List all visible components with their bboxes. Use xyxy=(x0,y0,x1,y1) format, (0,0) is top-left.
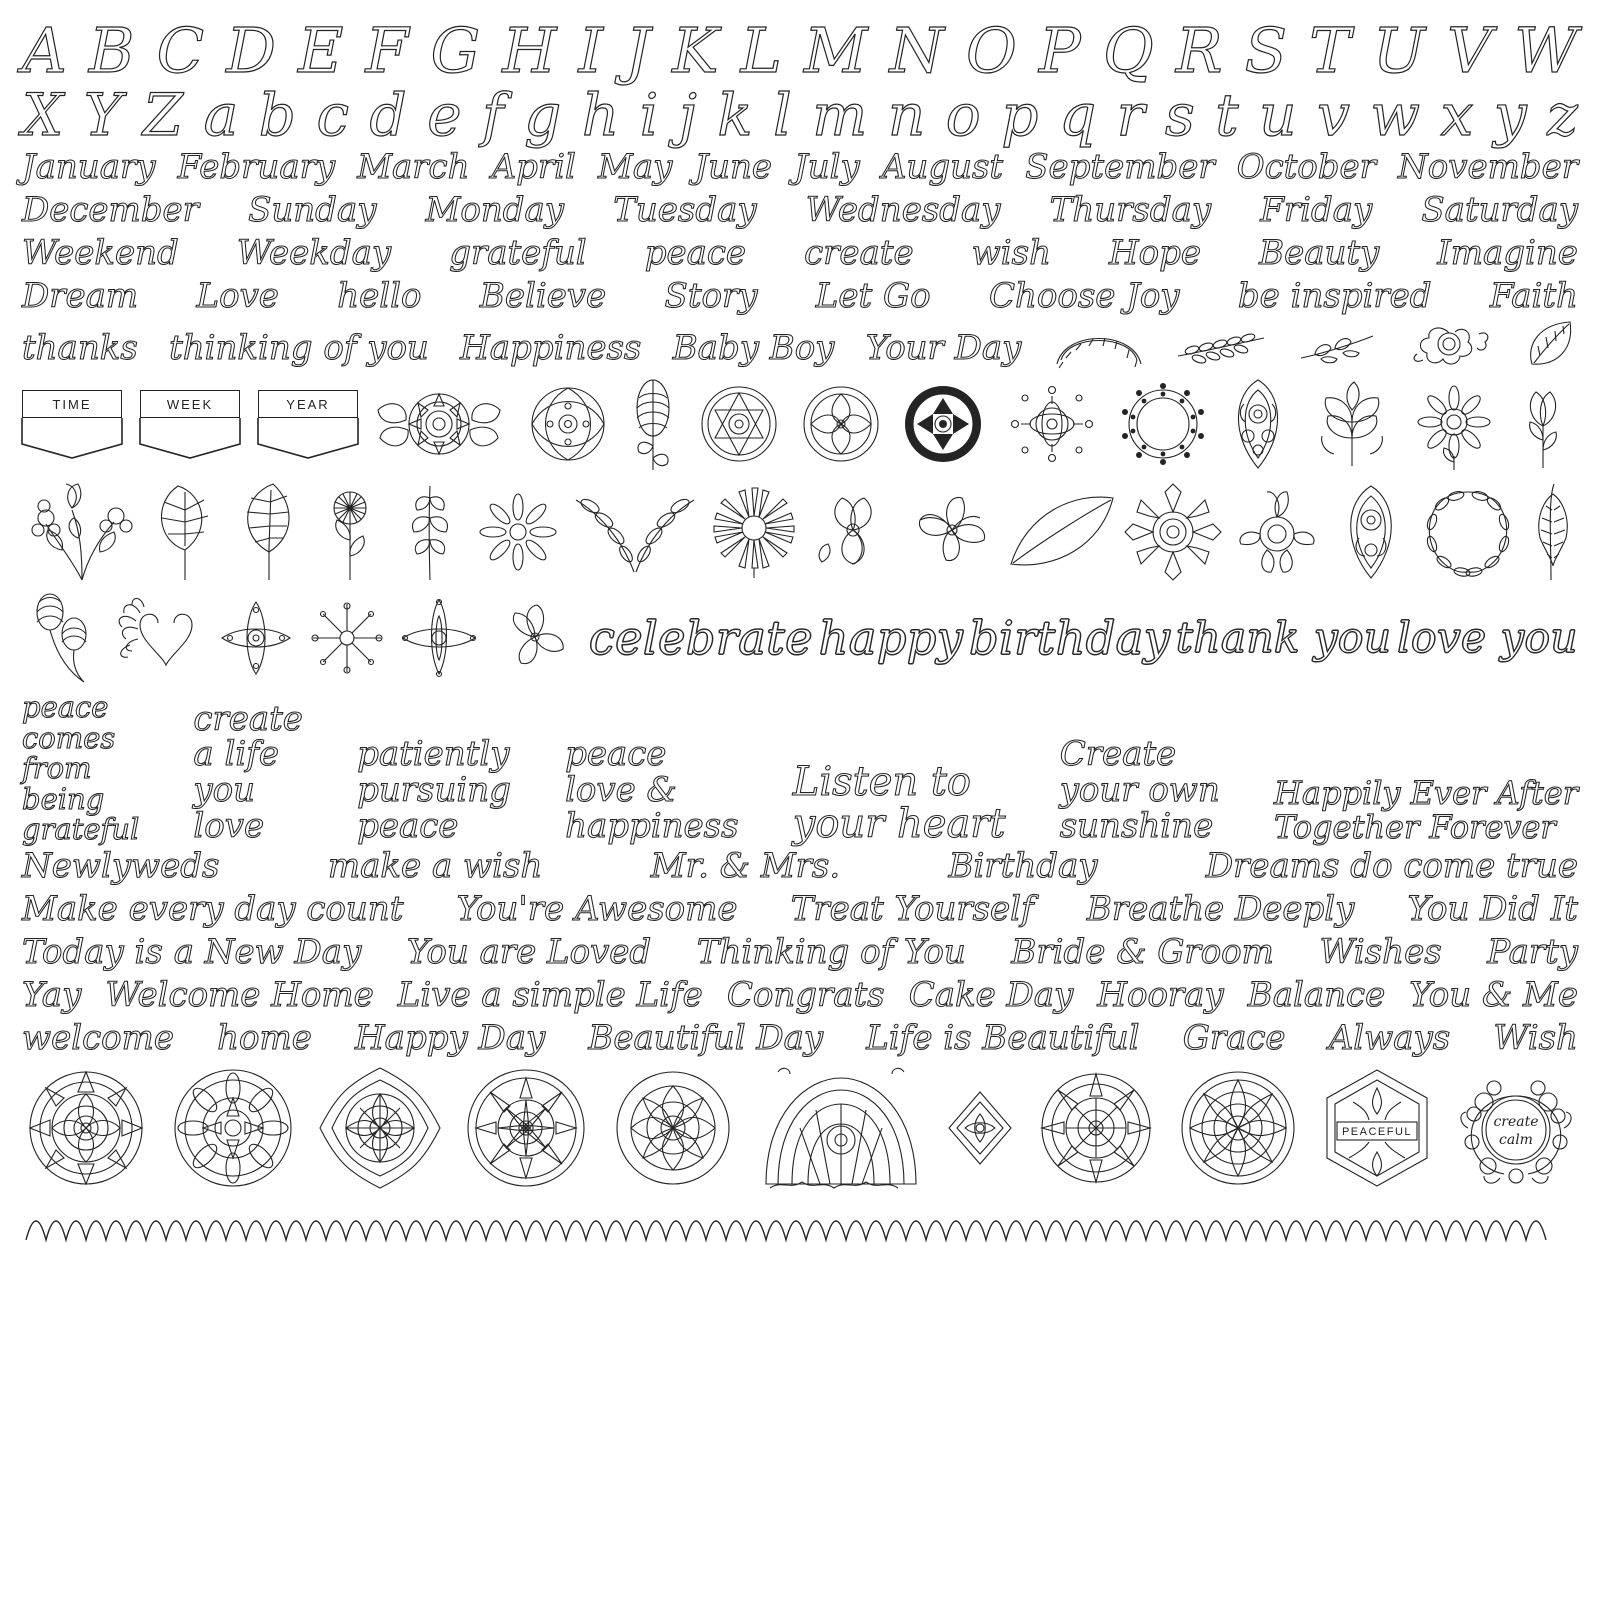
letter-i: i xyxy=(639,81,659,150)
heart-burst-icon xyxy=(108,593,208,683)
word-november: November xyxy=(1398,146,1578,187)
word-hooray: Hooray xyxy=(1097,974,1224,1015)
word-let-go: Let Go xyxy=(815,276,931,317)
word-welcome: welcome xyxy=(22,1017,174,1058)
word-thursday: Thursday xyxy=(1049,190,1212,231)
kaleidoscope-circle-icon xyxy=(691,376,787,472)
peaceful-badge-label: PEACEFUL xyxy=(1342,1126,1413,1139)
word-august: August xyxy=(881,146,1004,187)
mandala-row xyxy=(22,1064,1578,1192)
word-thinking-of-you: thinking of you xyxy=(169,328,429,369)
letter-J: J xyxy=(625,14,651,87)
letter-P: P xyxy=(1038,14,1081,87)
word-happiness: Happiness xyxy=(460,328,642,369)
word-birthday-2: Birthday xyxy=(948,845,1098,886)
quote-line: peace xyxy=(357,805,459,846)
pinecone-sprig-icon xyxy=(621,374,685,474)
word-be-inspired: be inspired xyxy=(1237,276,1432,317)
quote-line: comes xyxy=(22,720,116,755)
letter-h: h xyxy=(581,81,620,150)
word-saturday: Saturday xyxy=(1421,190,1578,231)
wave-border xyxy=(22,1200,1578,1252)
letter-x: x xyxy=(1440,81,1474,150)
letter-s: s xyxy=(1164,81,1195,150)
letter-z: z xyxy=(1547,81,1578,150)
word-youre-awesome: You're Awesome xyxy=(456,888,738,929)
row-yay xyxy=(22,976,1578,1015)
letter-n: n xyxy=(887,81,926,150)
quote-line: Create xyxy=(1059,734,1177,775)
snowflake-dot-icon xyxy=(303,594,391,682)
mandala-3-icon xyxy=(316,1064,444,1192)
letter-W: W xyxy=(1514,14,1578,87)
quote-line: sunshine xyxy=(1059,805,1214,846)
word-grace: Grace xyxy=(1182,1017,1286,1058)
wildflower-bouquet-icon xyxy=(22,480,142,584)
word-you-and-me: You & Me xyxy=(1409,974,1578,1015)
word-thanks: thanks xyxy=(22,328,138,369)
berry-sprig-icon xyxy=(22,590,102,686)
quote-line: patiently xyxy=(357,734,510,775)
dotted-ring-icon xyxy=(1113,374,1213,474)
feather-icon xyxy=(1524,480,1578,584)
letter-K: K xyxy=(672,14,719,87)
letter-A: A xyxy=(22,14,67,87)
banner-year[interactable] xyxy=(258,390,358,458)
letter-f: f xyxy=(482,81,504,150)
word-mr-and-mrs: Mr. & Mrs. xyxy=(650,845,841,886)
word-dream: Dream xyxy=(22,276,139,317)
mandala-star-icon xyxy=(1123,482,1223,582)
word-party: Party xyxy=(1487,931,1578,972)
quote-line: you xyxy=(193,770,255,811)
tropical-leaf-icon xyxy=(229,480,307,584)
leafy-bush-icon xyxy=(1304,376,1400,472)
peony-flower-icon xyxy=(1409,320,1493,368)
word-balance: Balance xyxy=(1247,974,1386,1015)
letter-r: r xyxy=(1116,81,1145,150)
word-celebrate: celebrate xyxy=(588,611,813,666)
word-beautiful-day: Beautiful Day xyxy=(588,1017,824,1058)
row-make-every-day xyxy=(22,890,1578,929)
word-you-did-it: You Did It xyxy=(1407,888,1578,929)
letter-Q: Q xyxy=(1102,14,1154,87)
word-happy: happy xyxy=(818,611,964,666)
quote-line: your own xyxy=(1059,770,1220,811)
word-imagine: Imagine xyxy=(1437,233,1578,274)
mandala-1-icon xyxy=(22,1064,150,1192)
word-make-a-wish: make a wish xyxy=(327,845,543,886)
letter-m: m xyxy=(812,81,868,150)
letter-k: k xyxy=(717,81,753,150)
word-hello: hello xyxy=(337,276,422,317)
word-breathe-deeply: Breathe Deeply xyxy=(1086,888,1355,929)
word-faith: Faith xyxy=(1489,276,1578,317)
word-you-are-loved: You are Loved xyxy=(406,931,652,972)
diamond-motif-icon xyxy=(945,1088,1015,1168)
letter-Z: Z xyxy=(142,81,184,150)
letter-e: e xyxy=(427,81,462,150)
poppy-flower-icon xyxy=(808,484,898,580)
word-story: Story xyxy=(664,276,758,317)
word-believe: Believe xyxy=(479,276,607,317)
word-thinking-of-you-2: Thinking of You xyxy=(696,931,966,972)
quote-line: peace xyxy=(22,690,109,725)
banners-group xyxy=(22,390,358,458)
quote-line: Together Forever xyxy=(1274,807,1556,846)
days-row xyxy=(22,191,1578,230)
sunflower-icon xyxy=(706,484,802,580)
letter-V: V xyxy=(1447,14,1492,87)
word-grateful: grateful xyxy=(449,233,587,274)
word-hope: Hope xyxy=(1109,233,1202,274)
word-wish: wish xyxy=(971,233,1051,274)
compass-circle-icon xyxy=(793,376,889,472)
paisley-bloom-icon xyxy=(1331,482,1411,582)
letter-o: o xyxy=(945,81,981,150)
tulip-sprig-icon xyxy=(1508,376,1578,472)
letter-d: d xyxy=(369,81,407,150)
create-calm-wreath-icon xyxy=(1454,1066,1578,1190)
letter-v: v xyxy=(1317,81,1350,150)
word-newlyweds: Newlyweds xyxy=(22,845,220,886)
quote-create-your-own-sunshine xyxy=(1059,734,1220,846)
simple-daisy-icon xyxy=(473,487,563,577)
word-beauty: Beauty xyxy=(1259,233,1380,274)
banner-time-label: TIME xyxy=(22,390,122,418)
paisley-floral-icon xyxy=(1218,374,1298,474)
alphabet-row-2 xyxy=(22,81,1578,150)
word-always: Always xyxy=(1328,1017,1451,1058)
letter-M: M xyxy=(803,14,868,87)
word-congrats: Congrats xyxy=(726,974,885,1015)
banner-year-label: YEAR xyxy=(258,390,358,418)
quote-line: love xyxy=(193,805,265,846)
botanical-row-b xyxy=(22,480,1578,584)
word-treat-yourself: Treat Yourself xyxy=(790,888,1034,929)
word-today-is-a-new-day: Today is a New Day xyxy=(22,931,362,972)
quote-line: grateful xyxy=(22,812,140,847)
hibiscus-icon xyxy=(904,484,1000,580)
create-calm-label-line2: calm xyxy=(1498,1132,1533,1149)
letter-q: q xyxy=(1058,81,1097,150)
word-create: create xyxy=(804,233,914,274)
long-leaf-icon xyxy=(1007,492,1117,572)
letter-B: B xyxy=(88,14,135,87)
mandala-6-icon xyxy=(1034,1066,1158,1190)
monstera-leaf-icon xyxy=(148,480,222,584)
word-row-4 xyxy=(22,277,1578,316)
letter-t: t xyxy=(1215,81,1239,150)
quote-patiently-pursuing-peace xyxy=(357,734,511,846)
word-your-day: Your Day xyxy=(865,328,1022,369)
letter-F: F xyxy=(365,14,409,87)
quote-happily-ever-after-together-forever xyxy=(1274,774,1578,846)
single-leaf-icon xyxy=(1524,320,1578,368)
quote-line: being xyxy=(22,781,105,816)
letter-L: L xyxy=(740,14,782,87)
quote-block xyxy=(22,690,1578,847)
mandala-4-icon xyxy=(462,1064,590,1192)
arch-mandala-icon xyxy=(756,1064,926,1192)
create-calm-label-line1: create xyxy=(1493,1114,1539,1131)
quote-peace-love-happiness xyxy=(565,734,739,846)
lotus-crest-icon xyxy=(1229,484,1325,580)
word-live-a-simple-life: Live a simple Life xyxy=(397,974,703,1015)
letter-j: j xyxy=(678,81,697,150)
word-make-every-day-count: Make every day count xyxy=(22,888,404,929)
word-thank-you: thank you xyxy=(1176,613,1392,663)
letter-b: b xyxy=(258,81,296,150)
quote-line: create xyxy=(193,698,303,739)
motif-celebration-row xyxy=(22,590,1578,686)
letter-u: u xyxy=(1259,81,1297,150)
mandala-7-icon xyxy=(1176,1066,1300,1190)
word-weekend: Weekend xyxy=(22,233,179,274)
quote-line: from xyxy=(22,751,92,786)
row-today xyxy=(22,933,1578,972)
letter-H: H xyxy=(502,14,557,87)
daisy-bloom-icon xyxy=(1406,376,1502,472)
word-july: July xyxy=(794,146,860,187)
banner-week-label: WEEK xyxy=(140,390,240,418)
peaceful-badge-icon xyxy=(1319,1066,1435,1190)
word-peace: peace xyxy=(644,233,747,274)
word-april: April xyxy=(491,146,576,187)
word-birthday: birthday xyxy=(969,611,1171,666)
banner-week[interactable] xyxy=(140,390,240,458)
quote-peace-comes-from-being-grateful xyxy=(22,690,140,847)
word-baby-boy: Baby Boy xyxy=(672,328,835,369)
quote-line: love & xyxy=(565,770,677,811)
clover-flower-icon xyxy=(487,593,583,683)
quote-line: pursuing xyxy=(357,770,511,811)
word-cake-day: Cake Day xyxy=(908,974,1074,1015)
quote-line: peace xyxy=(565,734,667,775)
cross-ornament-icon xyxy=(397,594,481,682)
word-row-3 xyxy=(22,234,1578,273)
letter-U: U xyxy=(1372,14,1426,87)
word-home: home xyxy=(217,1017,312,1058)
letter-I: I xyxy=(578,14,604,87)
word-bride-and-groom: Bride & Groom xyxy=(1011,931,1274,972)
letter-a: a xyxy=(203,81,239,150)
letter-p: p xyxy=(1001,81,1039,150)
word-september: September xyxy=(1025,146,1215,187)
word-may: May xyxy=(598,146,673,187)
letter-X: X xyxy=(22,81,64,150)
quote-line: Happily Ever After xyxy=(1274,774,1578,813)
laurel-wreath-icon xyxy=(1418,482,1518,582)
mandala-2-icon xyxy=(169,1064,297,1192)
word-life-is-beautiful: Life is Beautiful xyxy=(866,1017,1140,1058)
word-january: January xyxy=(22,146,156,187)
word-wishes: Wishes xyxy=(1319,931,1442,972)
word-june: June xyxy=(694,146,773,187)
letter-g: g xyxy=(524,81,562,150)
word-welcome-home: Welcome Home xyxy=(105,974,374,1015)
mandala-5-icon xyxy=(609,1064,737,1192)
word-choose-joy: Choose Joy xyxy=(988,276,1180,317)
starburst-dots-icon xyxy=(997,376,1107,472)
word-love: Love xyxy=(196,276,279,317)
word-wish-2: Wish xyxy=(1493,1017,1578,1058)
word-march: March xyxy=(357,146,470,187)
letter-N: N xyxy=(889,14,944,87)
word-tuesday: Tuesday xyxy=(613,190,757,231)
quote-line: happiness xyxy=(565,805,739,846)
diamond-ornament-icon xyxy=(214,594,298,682)
word-sunday: Sunday xyxy=(248,190,377,231)
months-row-1 xyxy=(22,148,1578,187)
letter-l: l xyxy=(773,81,792,150)
quote-line: Listen to xyxy=(792,758,972,805)
letter-T: T xyxy=(1309,14,1351,87)
banner-time[interactable] xyxy=(22,390,122,458)
banner-ornament-row xyxy=(22,374,1578,474)
laurel-arch-icon xyxy=(1053,320,1145,368)
word-october: October xyxy=(1236,146,1376,187)
letter-S: S xyxy=(1244,14,1288,87)
word-row-5 xyxy=(22,320,1578,368)
letter-R: R xyxy=(1175,14,1223,87)
letter-O: O xyxy=(965,14,1017,87)
quote-listen-to-your-heart xyxy=(792,758,1006,847)
letter-E: E xyxy=(298,14,344,87)
letter-D: D xyxy=(226,14,276,87)
leafy-branch-icon xyxy=(1176,328,1266,368)
tribal-circle-icon xyxy=(895,376,991,472)
quote-line: your heart xyxy=(792,800,1006,847)
word-february: February xyxy=(177,146,336,187)
word-love-you: love you xyxy=(1397,613,1578,663)
quote-create-a-life-you-love xyxy=(193,698,303,846)
word-monday: Monday xyxy=(425,190,565,231)
fern-branch-icon xyxy=(393,480,467,584)
letter-C: C xyxy=(156,14,205,87)
alphabet-uppercase-row-1 xyxy=(22,14,1578,87)
word-dreams-do-come-true: Dreams do come true xyxy=(1205,845,1578,886)
word-weekday: Weekday xyxy=(236,233,392,274)
word-friday: Friday xyxy=(1260,190,1373,231)
word-happy-day: Happy Day xyxy=(355,1017,546,1058)
row-welcome xyxy=(22,1019,1578,1058)
row-newlyweds xyxy=(22,847,1578,886)
word-yay: Yay xyxy=(22,974,82,1015)
olive-branch-icon xyxy=(570,484,700,580)
leaf-pair-sprig-icon xyxy=(1297,328,1377,368)
letter-Y: Y xyxy=(83,81,123,150)
quote-line: a life xyxy=(193,734,279,775)
thistle-flower-icon xyxy=(313,480,387,584)
word-wednesday: Wednesday xyxy=(805,190,1001,231)
letter-w: w xyxy=(1370,81,1421,150)
letter-c: c xyxy=(316,81,349,150)
letter-G: G xyxy=(430,14,481,87)
geometric-circle-icon xyxy=(520,376,616,472)
word-december: December xyxy=(22,190,199,231)
floral-medallion-icon xyxy=(364,376,514,472)
letter-y: y xyxy=(1493,81,1527,150)
